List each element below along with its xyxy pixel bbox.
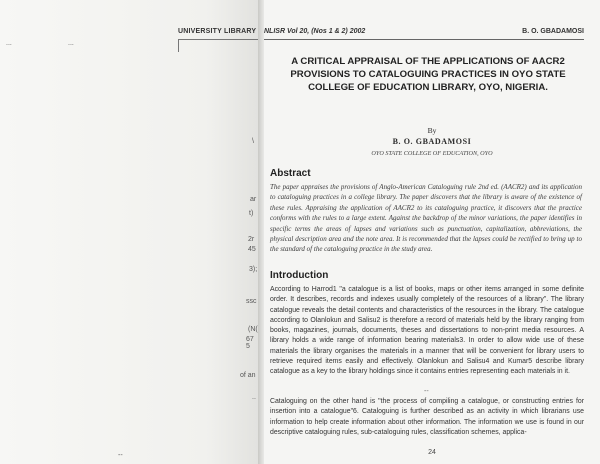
abstract-heading: Abstract: [270, 168, 311, 179]
journal-citation: NLISR Vol 20, (Nos 1 & 2) 2002: [264, 28, 366, 35]
margin-fragment: of an: [240, 372, 256, 379]
previous-page-rule-tick: [178, 40, 179, 52]
previous-page-header-rule: [178, 39, 258, 40]
author-name: B. O. GBADAMOSI: [392, 137, 472, 146]
margin-fragment: ...: [6, 40, 12, 47]
page-number: 24: [428, 449, 436, 456]
previous-page-running-head: UNIVERSITY LIBRARY: [178, 28, 257, 35]
margin-fragment: ssc: [246, 298, 257, 305]
margin-fragment: 3);: [249, 266, 258, 273]
header-rule: [264, 39, 584, 40]
margin-fragment: 67 5: [246, 336, 254, 350]
margin-fragment: ar: [250, 196, 257, 203]
by-label: By: [427, 126, 437, 135]
margin-fragment: ..: [252, 394, 256, 401]
margin-fragment: t): [249, 210, 254, 217]
previous-page: [0, 0, 258, 464]
introduction-paragraph-1: According to Harrod1 "a catalogue is a list of books, maps or other items arranged in some definite order. It describes, records and indexes usually completely of the resources of a library". The library catalogue reveals the detail contents and characteristics of the resources in the library. The catalogue according to Olanlokun and Salisu2 is therefore a record of materials held by the library ranging from books, magazines, journals, documents, theses and dissertations to non-print media resources. A library holds a wide range of information bearing materials3. In order to allow wide use of these materials the library organises the materials in a manner that will be convenient for library users to retrieve required items easily and effectively. Olanlokun and Salisu4 and Kumar5 describe library catalogue as a key to the library holdings since it contains entries representing each materials in it.: [270, 286, 584, 376]
running-author: B. O. GBADAMOSI: [522, 28, 584, 35]
margin-fragment: ...: [68, 40, 74, 47]
margin-fragment: (N(: [248, 326, 258, 333]
margin-fragment: --: [118, 452, 123, 459]
article-page: [264, 0, 600, 464]
abstract-text: The paper appraises the provisions of Anglo-American Cataloguing rule 2nd ed. (AACR2) and its application to cataloguing practices in a college library. The paper discovers that the library is aware of the existence of these rules. Appraising the application of AACR2 to its cataloguing practice, it discovers that the practice conforms with the rules to a large extent. Against the backdrop of the minor variations, the paper identifies in specific terms the areas of lapses and variations such as punctuation, capitalization, abbreviations, the physical description area and the note area. It is recommended that the lapses could be rectified to bring up to the standard of the cataloguing practice in the study area.: [270, 183, 582, 254]
margin-fragment: 2r: [248, 236, 255, 243]
margin-fragment: 45: [248, 246, 256, 253]
introduction-heading: Introduction: [270, 270, 329, 281]
introduction-paragraph-2: Cataloguing on the other hand is "the process of compiling a catalogue, or constructing entries for insertion into a catalogue"6. Cataloguing is further described as an activity in which librarians use information to help create information about other information. The information we use is found in our descriptive cataloguing rules, sub-cataloguing rules, classification schemes, applica-: [270, 398, 584, 436]
paragraph-separator: --: [424, 388, 429, 395]
article-title: A CRITICAL APPRAISAL OF THE APPLICATIONS OF AACR2 PROVISIONS TO CATALOGUING PRACTICES IN OYO STATE COLLEGE OF EDUCATION LIBRARY, OYO, NIGERIA.: [290, 56, 566, 93]
author-affiliation: OYO STATE COLLEGE OF EDUCATION, OYO: [371, 150, 493, 157]
margin-fragment: \: [252, 138, 254, 145]
